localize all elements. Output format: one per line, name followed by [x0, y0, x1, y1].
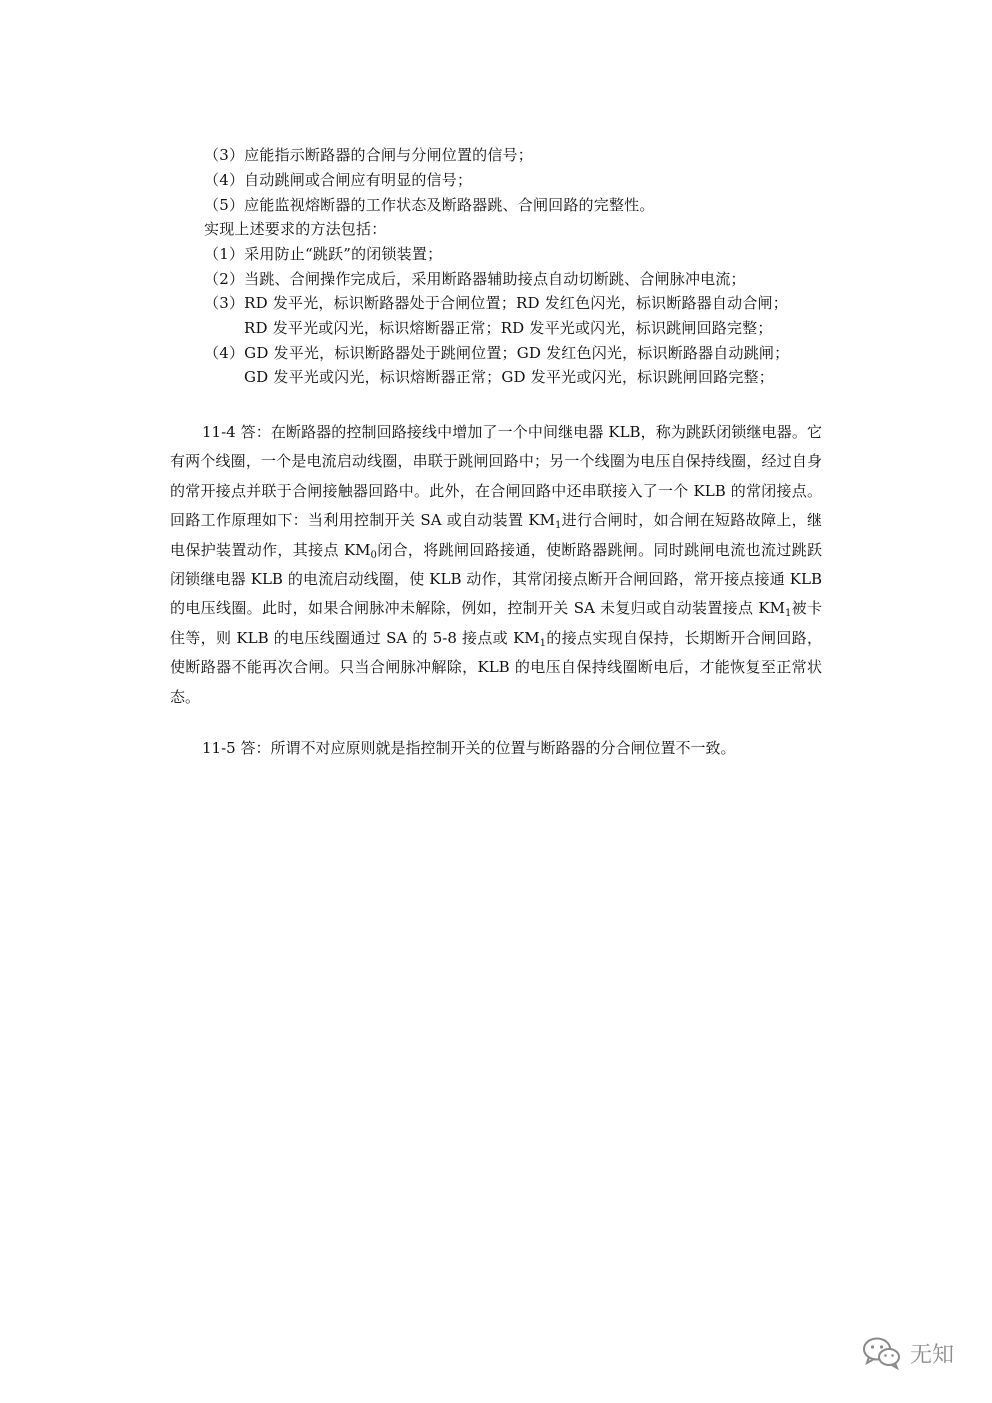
list-item: （4）自动跳闸或合闸应有明显的信号； [204, 171, 473, 189]
methods-intro: 实现上述要求的方法包括： [204, 220, 387, 238]
method-item: （4）GD 发平光，标识断路器处于跳闸位置；GD 发红色闪光，标识断路器自动跳闸； [204, 344, 790, 362]
answer-11-5: 11-5 答：所谓不对应原则就是指控制开关的位置与断路器的分合闸位置不一致。 [202, 739, 736, 757]
wechat-icon [862, 1336, 902, 1370]
list-item: （5）应能监视熔断器的工作状态及断路器跳、合闸回路的完整性。 [204, 196, 655, 214]
method-item: （1）采用防止“跳跃”的闭锁装置； [204, 245, 443, 263]
list-item: （3）应能指示断路器的合闸与分闸位置的信号； [204, 146, 533, 164]
method-item-continued: GD 发平光或闪光，标识熔断器正常；GD 发平光或闪光，标识跳闸回路完整； [244, 368, 774, 386]
watermark [862, 1336, 954, 1370]
method-item-continued: RD 发平光或闪光，标识熔断器正常；RD 发平光或闪光，标识跳闸回路完整； [244, 319, 773, 337]
answer-11-4: 11-4 答：在断路器的控制回路接线中增加了一个中间继电器 KLB，称为跳跃闭锁继电器。它有两个线圈，一个是电流启动线圈，串联于跳闸回路中；另一个线圈为电压自保持线圈，经过自身的常开接点并联于合闸接触器回路中。此外，在合闸回路中还串联接入了一个 KLB 的常闭接点。回路工作原理如下：当利用控制开关 SA 或自动装置 $KM_1$进行合闸时，如合闸在短路故障上，继电保护装置动作，其接点 $KM_0$闭合，将跳闸回路接通，使断路器跳闸。同时跳闸电流也流过跳跃闭锁继电器 KLB 的电流启动线圈，使 KLB 动作，其常闭接点断开合闸回路，常开接点接通 KLB 的电压线圈。此时，如果合闸脉冲未解除，例如，控制开关 SA 未复归或自动装置接点 $KM_1$被卡住等，则 KLB 的电压线圈通过 SA 的 5-8 接点或 $KM_1$的接点实现自保持，长期断开合闸回路，使断路器不能再次合闸。只当合闸脉冲解除，KLB 的电压自保持线圈断电后，才能恢复至正常状态。 [170, 423, 822, 706]
watermark-text: 无知 [910, 1342, 955, 1368]
method-item: （3）RD 发平光，标识断路器处于合闸位置；RD 发红色闪光，标识断路器自动合闸； [204, 294, 788, 312]
method-item: （2）当跳、合闸操作完成后，采用断路器辅助接点自动切断跳、合闸脉冲电流； [204, 270, 746, 288]
